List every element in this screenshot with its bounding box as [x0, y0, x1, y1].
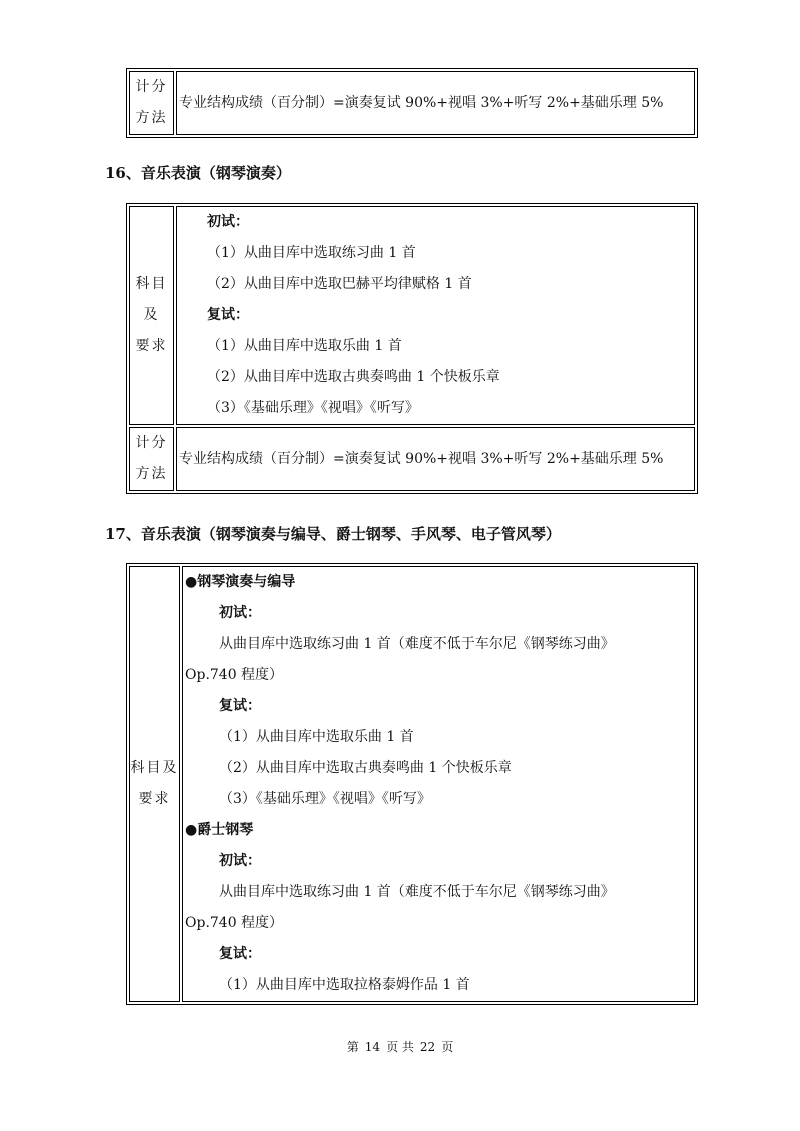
- initial-exam-text: 从曲目库中选取练习曲 1 首（难度不低于车尔尼《钢琴练习曲》: [219, 884, 615, 900]
- initial-exam-text-cont: Op.740 程度）: [185, 915, 284, 931]
- initial-exam-title: 初试：: [219, 605, 261, 621]
- retest-item: （1）从曲目库中选取乐曲 1 首: [219, 729, 414, 745]
- initial-exam-text: 从曲目库中选取练习曲 1 首（难度不低于车尔尼《钢琴练习曲》: [219, 636, 615, 652]
- retest-item: （3）《基础乐理》《视唱》《听写》: [207, 400, 419, 416]
- retest-item: （1）从曲目库中选取拉格泰姆作品 1 首: [219, 977, 470, 993]
- subject-content-cell: [176, 206, 695, 425]
- score-formula: 专业结构成绩（百分制）=演奏复试 90%+视唱 3%+听写 2%+基础乐理 5%: [179, 94, 664, 111]
- section-16-heading: 16、音乐表演（钢琴演奏）: [105, 164, 291, 182]
- subject-label-line: 要求: [135, 338, 168, 354]
- retest-item: （1）从曲目库中选取乐曲 1 首: [207, 338, 402, 354]
- retest-item: （2）从曲目库中选取古典奏鸣曲 1 个快板乐章: [219, 760, 512, 776]
- initial-exam-item: （2）从曲目库中选取巴赫平均律赋格 1 首: [207, 276, 472, 292]
- piano-category-title: ●钢琴演奏与编导: [185, 574, 296, 590]
- initial-exam-text-cont: Op.740 程度）: [185, 667, 284, 683]
- score-label-line: 方法: [135, 466, 168, 482]
- score-row: [129, 71, 695, 135]
- footer-page-number: 14: [364, 1040, 381, 1054]
- subject-label-line: 及: [143, 307, 160, 323]
- score-text-cell: [176, 427, 695, 491]
- subject-label-line: 要求: [138, 791, 171, 807]
- prev-score-table: [126, 68, 698, 138]
- subject-label-line: 科目: [135, 276, 168, 292]
- initial-exam-title: 初试：: [207, 214, 249, 230]
- section-17-heading: 17、音乐表演（钢琴演奏与编导、爵士钢琴、手风琴、电子管风琴）: [105, 525, 561, 543]
- footer-suffix: 页: [441, 1040, 454, 1054]
- score-label-line: 计分: [135, 435, 168, 451]
- footer-prefix: 第: [346, 1040, 359, 1054]
- retest-item: （2）从曲目库中选取古典奏鸣曲 1 个快板乐章: [207, 369, 500, 385]
- initial-exam-title: 初试：: [219, 853, 261, 869]
- section-17-table: [126, 563, 698, 1005]
- footer-mid: 页 共: [386, 1040, 414, 1054]
- score-text-cell: [176, 71, 695, 135]
- footer-total-pages: 22: [419, 1040, 436, 1054]
- section-16-table: [126, 203, 698, 494]
- subject-content-cell: [182, 566, 695, 1002]
- subject-label-cell: [129, 566, 180, 1002]
- jazz-category-title: ●爵士钢琴: [185, 822, 254, 838]
- retest-title: 复试：: [219, 698, 261, 714]
- subject-label-line: 科目及: [130, 760, 179, 776]
- score-formula: 专业结构成绩（百分制）=演奏复试 90%+视唱 3%+听写 2%+基础乐理 5%: [179, 450, 664, 467]
- score-row: [129, 427, 695, 491]
- score-label-line: 方法: [135, 110, 168, 126]
- subject-row: [129, 206, 695, 425]
- retest-title: 复试：: [207, 307, 249, 323]
- score-label-cell: [129, 71, 174, 135]
- subject-label-cell: [129, 206, 174, 425]
- score-label-line: 计分: [135, 79, 168, 95]
- initial-exam-item: （1）从曲目库中选取练习曲 1 首: [207, 245, 416, 261]
- score-label-cell: [129, 427, 174, 491]
- subject-row: [129, 566, 695, 1002]
- retest-title: 复试：: [219, 946, 261, 962]
- page-footer: [0, 1038, 800, 1055]
- retest-item: （3）《基础乐理》《视唱》《听写》: [219, 791, 431, 807]
